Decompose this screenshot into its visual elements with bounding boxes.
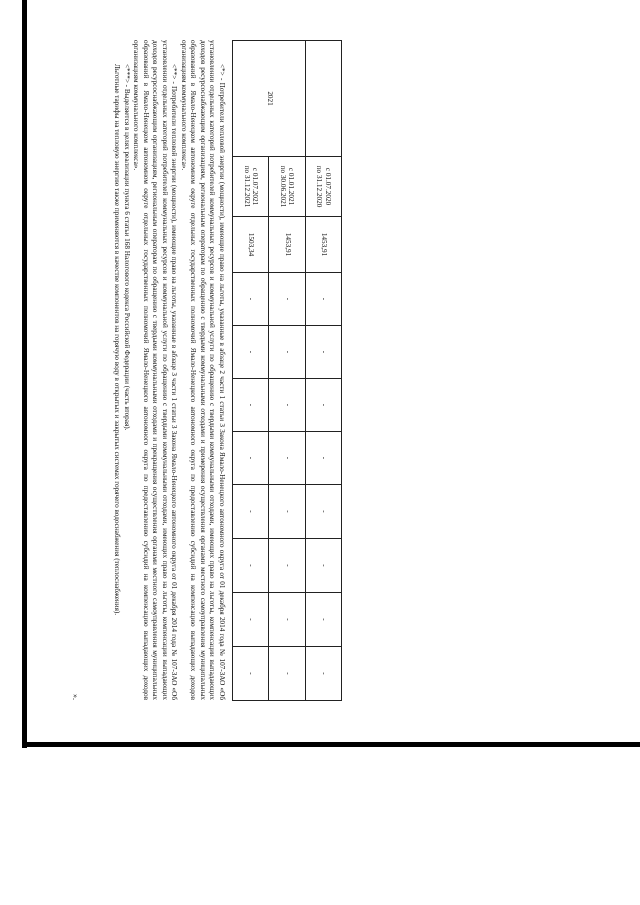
tariff-value-cell: 1503,34: [233, 217, 269, 273]
table-cell: -: [233, 647, 269, 701]
closing-quote-mark: ».: [71, 694, 80, 700]
footnote-1: <*> - Потребители тепловой энергии (мощности), имеющие право на льготы, указанные в абзаце 2 части 1 статьи 3 Закона Ямало-Ненецкого автономного округа от 01 декабря 2014 года № 107-ЗАО «Об установлении отдельных категорий потребителей коммунальных ресурсов и коммунальной услуги по обращению с твердыми коммунальными отходами, имеющих право на льготы, компенсации выпадающих доходов ресурсоснабжающим организациям, региональным операторам по обращению с твердыми коммунальными отходами и примерения осуществления органами местного самоуправления муниципальных образований в Ямало-Ненецком автономном округе отдельных государственных полномочий Ямало-Ненецкого автономного округа по предоставлению субсидий на компенсацию выпадающих доходов организациям коммунального комплекса».: [180, 40, 226, 700]
table-cell: -: [305, 432, 341, 485]
table-cell: -: [269, 273, 305, 326]
table-cell: -: [269, 379, 305, 432]
table-cell: -: [233, 379, 269, 432]
period-start: с 01.07.2020: [323, 167, 332, 206]
table-cell: -: [233, 539, 269, 593]
tariff-value-cell: 1453,91: [269, 217, 305, 273]
table-cell-blank: [305, 41, 341, 157]
footnote-3: <***> - Выделяется в целях реализации пункта 6 статьи 168 Налогового кодекса Российской Федерации (часть вторая).: [123, 64, 131, 431]
footnotes: [112, 40, 226, 700]
table-cell: -: [305, 326, 341, 379]
period-cell: [269, 157, 305, 217]
table-cell: -: [305, 485, 341, 539]
table-cell: -: [305, 379, 341, 432]
table-row: [269, 41, 305, 701]
table-cell: -: [269, 593, 305, 647]
table-cell: -: [305, 273, 341, 326]
tariff-table: [232, 40, 342, 701]
table-cell: -: [233, 326, 269, 379]
period-start: с 01.01.2021: [287, 167, 296, 206]
period-start: с 01.07.2021: [250, 167, 259, 206]
table-cell: -: [233, 432, 269, 485]
table-cell: -: [269, 432, 305, 485]
period-cell: [305, 157, 341, 217]
table-cell: -: [305, 539, 341, 593]
table-cell: -: [269, 539, 305, 593]
period-end: по 30.06.2021: [279, 165, 288, 208]
rotated-document-page: [52, 40, 342, 700]
table-cell: -: [233, 273, 269, 326]
table-cell: -: [269, 485, 305, 539]
table-cell: -: [305, 593, 341, 647]
table-cell: -: [269, 326, 305, 379]
table-cell: -: [269, 647, 305, 701]
footnote-2: <**> - Потребители тепловой энергии (мощности), имеющие право на льготы, указанные в абзаце 3 части 1 статьи 3 Закона Ямало-Ненецкого автономного округа от 01 декабря 2014 года № 107-ЗАО «Об установлении отдельных категорий потребителей коммунальных ресурсов и коммунальной услуги по обращению с твердыми коммунальными отходами, имеющих право на льготы, компенсации выпадающих доходов ресурсоснабжающим организациям, региональным операторам по обращению с твердыми коммунальными отходами и прекращения осуществления органами местного самоуправления муниципальных образований в Ямало-Ненецком автономном округе отдельных государственных полномочий Ямало-Ненецкого автономного округа по предоставлению субсидий на компенсацию выпадающих доходов организациям коммунального комплекса».: [132, 40, 179, 700]
table-cell: -: [233, 485, 269, 539]
table-cell: -: [233, 593, 269, 647]
period-cell: [233, 157, 269, 217]
scan-border-left: [22, 0, 27, 748]
scan-border-bottom: [22, 742, 640, 747]
table-cell: -: [305, 647, 341, 701]
period-end: по 31.12.2021: [242, 165, 251, 208]
period-end: по 31.12.2020: [315, 165, 324, 208]
year-cell: 2021: [233, 41, 306, 157]
footnote-4: Льготные тарифы на тепловую энергию также применяются в качестве компонентов на горячую воду в открытых и закрытых системах горячего водоснабжения (теплоснабжения).: [113, 64, 122, 616]
tariff-value-cell: 1453,91: [305, 217, 341, 273]
table-row: [305, 41, 341, 701]
